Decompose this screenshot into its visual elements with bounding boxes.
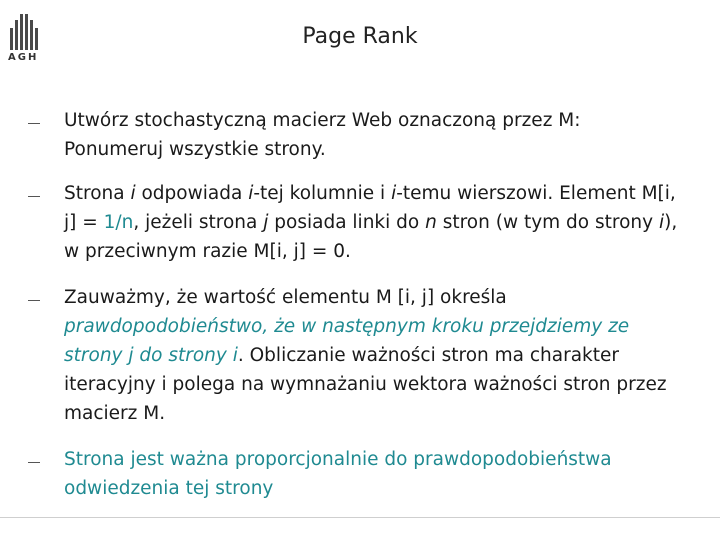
list-item [28,179,688,266]
list-item [28,106,688,164]
list-item-text: Strona jest ważna proporcjonalnie do prawdopodobieństwa odwiedzenia tej strony [64,449,612,499]
list-item [28,283,688,428]
dash-bullet-icon [28,106,64,135]
logo-text: AGH [8,52,39,63]
dash-bullet-icon [28,179,64,208]
list-item-text: Strona i odpowiada i-tej kolumnie i i-temu wierszowi. Element M[i, j] = 1/n, jeżeli strona j posiada linki do n stron (w tym do strony i), w przeciwnym razie M[i, j] = 0. [64,183,678,262]
footer-divider [0,517,720,518]
dash-bullet-icon [28,445,64,474]
dash-bullet-icon [28,283,64,312]
bullet-list [28,106,688,503]
list-item-text: Utwórz stochastyczną macierz Web oznaczoną przez M: Ponumeruj wszystkie strony. [64,110,581,160]
list-item [28,445,688,503]
list-item-text: Zauważmy, że wartość elementu M [i, j] określa prawdopodobieństwo, że w następnym kroku przejdziemy ze strony j do strony i. Obliczanie ważności stron ma charakter iteracyjny i polega na wymnażaniu wektora ważności stron przez macierz M. [64,287,667,424]
page-title: Page Rank [302,24,418,49]
